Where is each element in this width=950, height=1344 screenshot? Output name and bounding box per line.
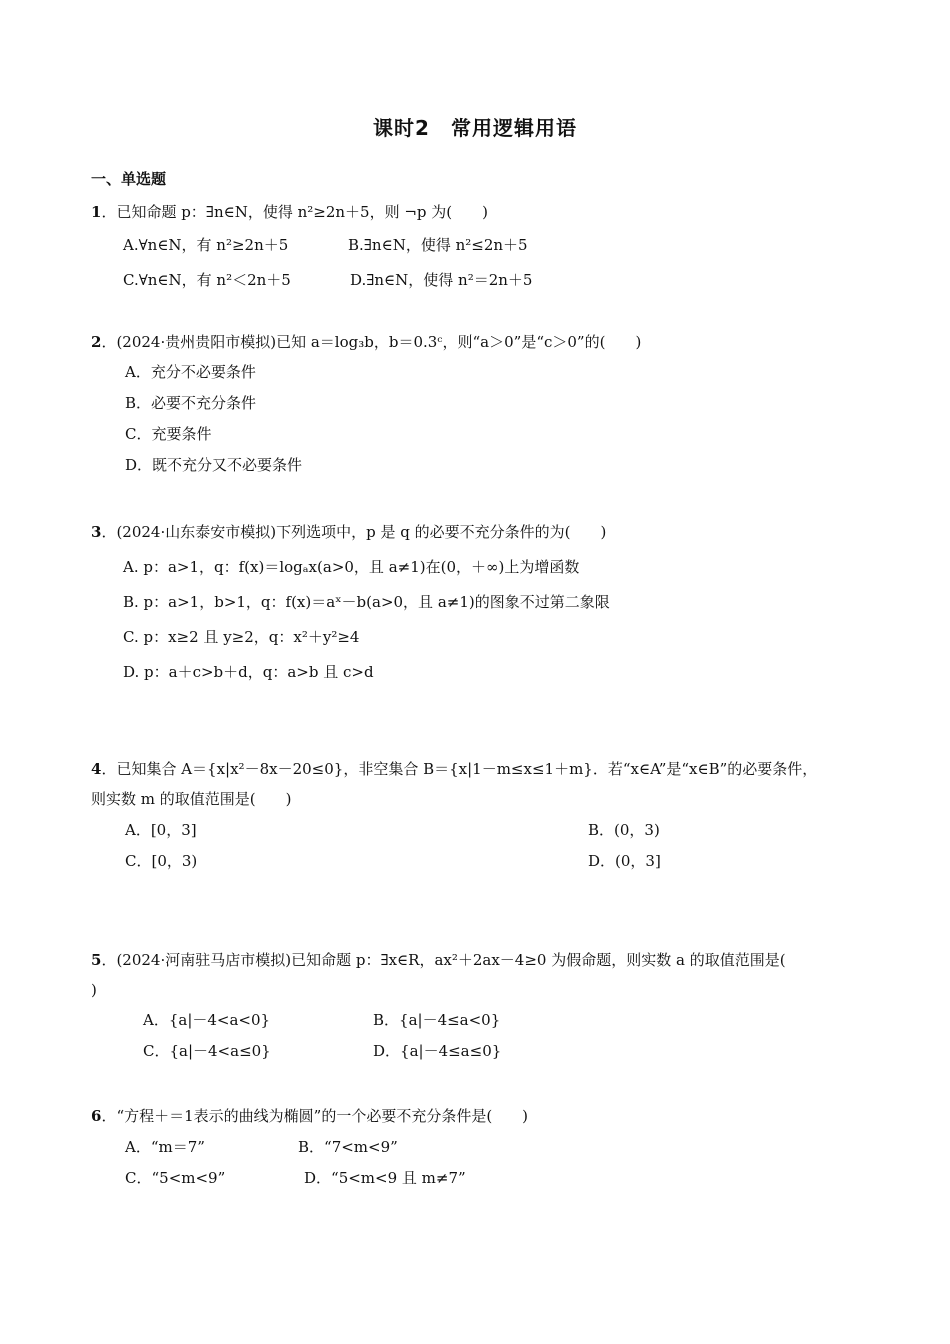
q2-option-c: C．充要条件	[125, 425, 212, 443]
section-heading: 一、单选题	[91, 170, 167, 188]
q6-option-a: A．“m＝7”	[125, 1138, 205, 1156]
q3-option-c: C. p：x≥2 且 y≥2，q：x²＋y²≥4	[123, 628, 360, 646]
q4-option-a: A．[0，3]	[125, 821, 197, 839]
q4-option-c: C．[0，3)	[125, 852, 198, 870]
question-2-stem: 2．(2024·贵州贵阳市模拟)已知 a＝log₃b，b＝0.3ᶜ，则“a＞0”是“c＞0”的( )	[91, 333, 642, 351]
q1-option-a: A.∀n∈N，有 n²≥2n＋5	[123, 236, 289, 254]
question-3-stem: 3．(2024·山东泰安市模拟)下列选项中，p 是 q 的必要不充分条件的为( )	[91, 523, 607, 541]
q3-option-b: B. p：a>1，b>1，q：f(x)＝aˣ－b(a>0，且 a≠1)的图象不过第二象限	[123, 593, 610, 611]
q6-option-c: C．“5<m<9”	[125, 1169, 226, 1187]
question-4-stem: 4．已知集合 A＝{x|x²－8x－20≤0}，非空集合 B＝{x|1－m≤x≤1＋m}．若“x∈A”是“x∈B”的必要条件，	[91, 760, 818, 778]
question-4-stem-continued: 则实数 m 的取值范围是( )	[91, 790, 292, 808]
q3-option-a: A. p：a>1，q：f(x)＝logₐx(a>0，且 a≠1)在(0，＋∞)上为增函数	[123, 558, 580, 576]
q6-option-d: D．“5<m<9 且 m≠7”	[304, 1169, 466, 1187]
q4-option-b: B．(0，3)	[588, 821, 660, 839]
question-number: 5	[91, 951, 102, 969]
question-1-stem: 1．已知命题 p：∃n∈N，使得 n²≥2n＋5，则 ¬p 为( )	[91, 203, 489, 221]
question-number: 2	[91, 333, 102, 351]
page-title: 课时2 常用逻辑用语	[373, 116, 577, 140]
q6-option-b: B．“7<m<9”	[298, 1138, 398, 1156]
q1-option-d: D.∃n∈N，使得 n²＝2n＋5	[350, 271, 533, 289]
question-5-stem-continued: )	[91, 981, 97, 999]
question-5-stem: 5．(2024·河南驻马店市模拟)已知命题 p：∃x∈R，ax²＋2ax－4≥0 为假命题，则实数 a 的取值范围是(	[91, 951, 786, 969]
q2-option-d: D．既不充分又不必要条件	[125, 456, 303, 474]
q1-option-c: C.∀n∈N，有 n²＜2n＋5	[123, 271, 291, 289]
q5-option-c: C．{a|－4<a≤0}	[143, 1042, 271, 1060]
q1-option-b: B.∃n∈N，使得 n²≤2n＋5	[348, 236, 528, 254]
question-number: 3	[91, 523, 102, 541]
q2-option-b: B．必要不充分条件	[125, 394, 257, 412]
q4-option-d: D．(0，3]	[588, 852, 661, 870]
question-number: 1	[91, 203, 102, 221]
question-number: 6	[91, 1107, 102, 1125]
question-number: 4	[91, 760, 102, 778]
question-6-stem: 6．“方程＋＝1表示的曲线为椭圆”的一个必要不充分条件是( )	[91, 1107, 529, 1125]
q3-option-d: D. p：a＋c>b＋d，q：a>b 且 c>d	[123, 663, 374, 681]
q5-option-d: D．{a|－4≤a≤0}	[373, 1042, 502, 1060]
q5-option-b: B．{a|－4≤a<0}	[373, 1011, 501, 1029]
q5-option-a: A．{a|－4<a<0}	[143, 1011, 271, 1029]
q2-option-a: A．充分不必要条件	[125, 363, 256, 381]
